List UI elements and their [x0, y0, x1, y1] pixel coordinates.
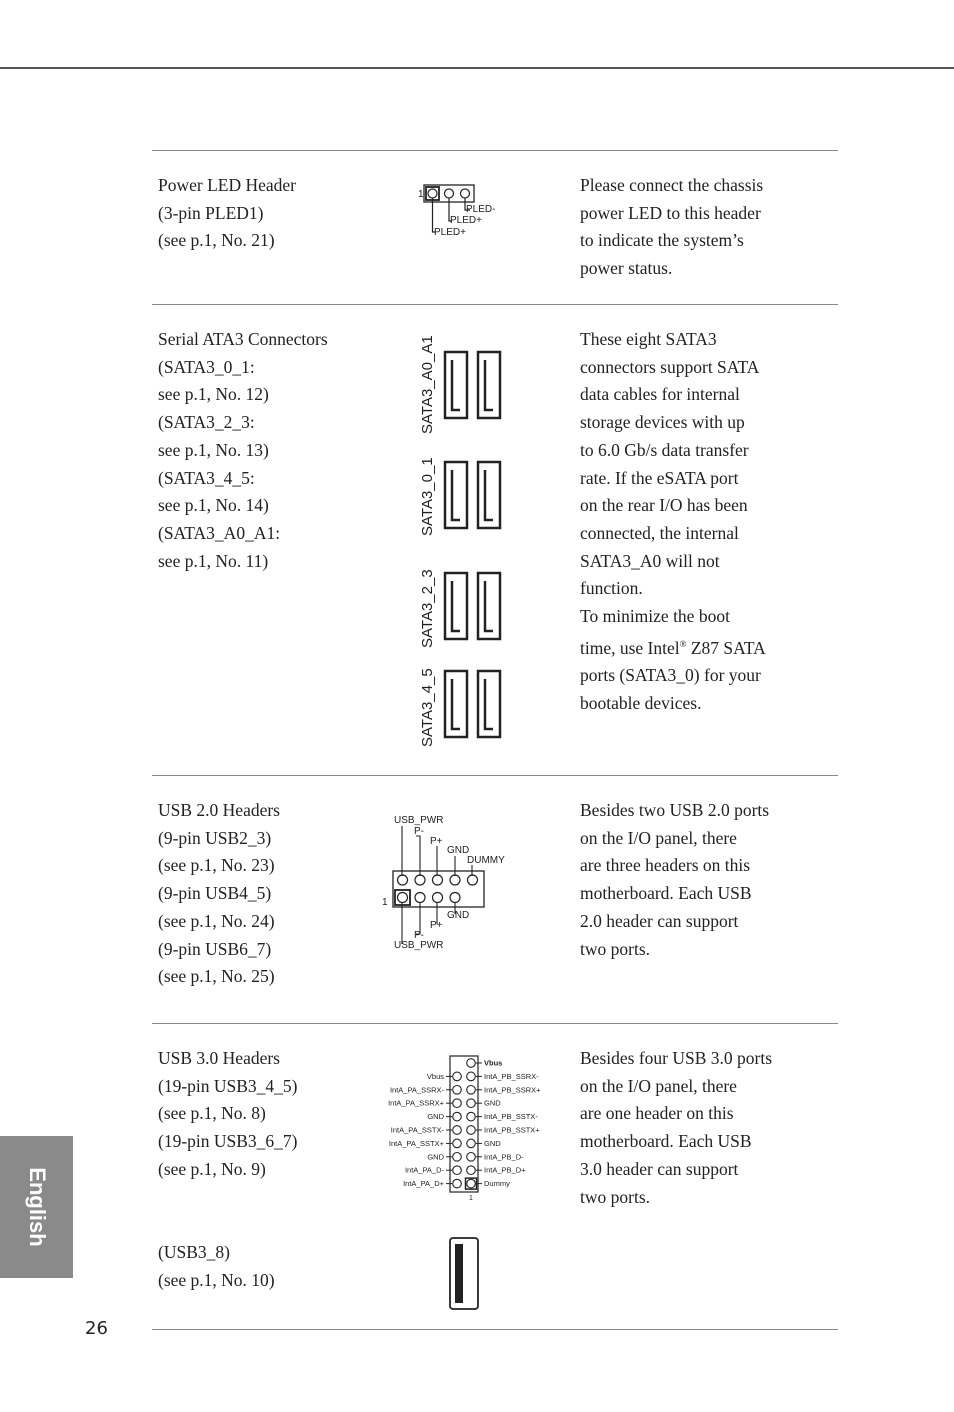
usb3-title: USB 3.0 Headers [158, 1048, 280, 1068]
sata-description [158, 326, 373, 575]
pin-label: IntA_PA_SSRX+ [388, 1098, 444, 1108]
text-line: (see p.1, No. 25) [158, 966, 275, 987]
text-line: To minimize the boot [580, 606, 730, 627]
text-line: on the rear I/O has been [580, 495, 748, 516]
pin [467, 1112, 476, 1121]
pin [467, 1153, 476, 1162]
text-line: storage devices with up [580, 412, 745, 433]
pin-label: IntA_PA_SSTX+ [388, 1138, 444, 1148]
pin-label: IntA_PB_D- [484, 1152, 524, 1162]
usb3-header-diagram [378, 1052, 558, 1204]
pin-label: IntA_PA_SSTX- [390, 1125, 444, 1135]
pled-header-diagram [410, 180, 520, 242]
registered-mark: ® [679, 638, 687, 649]
text-line: (see p.1, No. 8) [158, 1103, 266, 1124]
text-line: two ports. [580, 1186, 650, 1207]
p-plus-label: P+ [430, 920, 443, 931]
text-line: to 6.0 Gb/s data transfer [580, 439, 749, 460]
page-number: 26 [85, 1318, 108, 1339]
sata-0-1-label: SATA3_0_1 [419, 457, 436, 536]
pin-label: GND [427, 1152, 444, 1162]
text-line: on the I/O panel, there [580, 1075, 737, 1096]
p-minus-label: P- [414, 930, 424, 941]
section-divider [152, 1023, 838, 1024]
usb3-explanation [580, 1045, 810, 1211]
pin [453, 1112, 462, 1121]
pled-minus-label: PLED- [466, 204, 496, 215]
gnd-label: GND [447, 910, 470, 921]
usb3-description [158, 1045, 373, 1184]
pin-label: Dummy [484, 1179, 510, 1189]
pin [453, 1153, 462, 1162]
pled-pin-info: (3-pin PLED1) [158, 202, 264, 223]
text-line: Please connect the chassis [580, 175, 764, 195]
pin [467, 1166, 476, 1175]
sata-port-pair [445, 462, 500, 528]
text-line: (see p.1, No. 10) [158, 1269, 275, 1290]
text-line: data cables for internal [580, 384, 740, 405]
text-line: Besides four USB 3.0 ports [580, 1048, 773, 1068]
section-divider [152, 304, 838, 305]
footer-rule [152, 1329, 838, 1330]
pin-label: IntA_PB_SSRX+ [484, 1085, 541, 1095]
top-rule [0, 67, 954, 69]
text-line: motherboard. Each USB [580, 883, 752, 904]
text-line: ports (SATA3_0) for your [580, 665, 761, 686]
text-line: 2.0 header can support [580, 910, 739, 931]
pin-label: IntA_PB_SSRX- [484, 1071, 539, 1081]
text-line: 3.0 header can support [580, 1158, 739, 1179]
usb3-8-title: (USB3_8) [158, 1242, 230, 1262]
text-line: motherboard. Each USB [580, 1131, 752, 1152]
text-line: (see p.1, No. 24) [158, 910, 275, 931]
text-line: (9-pin USB6_7) [158, 938, 272, 959]
text-fragment: Z87 SATA [686, 637, 766, 658]
text-line: SATA3_A0 will not [580, 550, 720, 571]
pin-label: IntA_PA_SSRX- [389, 1085, 444, 1095]
sata-4-5-label: SATA3_4_5 [419, 668, 436, 747]
pin-label: Vbus [426, 1071, 444, 1081]
text-line: power status. [580, 258, 673, 279]
usb2-header-diagram [380, 810, 520, 955]
sata-explanation [580, 326, 810, 718]
pin [467, 1099, 476, 1108]
sata-a0-a1-label: SATA3_A0_A1 [419, 335, 436, 434]
side-tab-label: English [24, 1167, 50, 1247]
text-line: (see p.1, No. 9) [158, 1158, 266, 1179]
text-line: are one header on this [580, 1103, 734, 1124]
pin-one-marker: 1 [382, 897, 388, 908]
text-line: (SATA3_4_5: [158, 467, 255, 488]
pin [453, 1086, 462, 1095]
pin [453, 1139, 462, 1148]
text-line: see p.1, No. 13) [158, 439, 269, 460]
section-divider [152, 775, 838, 776]
text-line: connected, the internal [580, 522, 739, 543]
pin [467, 1179, 476, 1188]
pled-plus-label: PLED+ [434, 227, 466, 238]
pin [467, 1126, 476, 1135]
pin [453, 1166, 462, 1175]
sata-port-pair [445, 573, 500, 639]
pin [453, 1179, 462, 1188]
pled-description [158, 172, 373, 255]
sata-connectors-diagram [410, 330, 520, 755]
text-line: power LED to this header [580, 202, 761, 223]
pin [453, 1099, 462, 1108]
text-line: are three headers on this [580, 855, 751, 876]
text-line: see p.1, No. 11) [158, 550, 269, 571]
text-line: (see p.1, No. 23) [158, 855, 275, 876]
text-line: connectors support SATA [580, 356, 760, 377]
text-line: These eight SATA3 [580, 329, 717, 349]
usb-pwr-label: USB_PWR [394, 940, 444, 951]
sata-title: Serial ATA3 Connectors [158, 329, 328, 349]
text-line: see p.1, No. 12) [158, 384, 269, 405]
pled-page-ref: (see p.1, No. 21) [158, 230, 275, 251]
pin [467, 1072, 476, 1081]
pin-label: Vbus [484, 1058, 503, 1068]
pin [467, 1086, 476, 1095]
usb2-description [158, 797, 373, 991]
pled-explanation [580, 172, 810, 283]
text-line: (9-pin USB4_5) [158, 883, 272, 904]
text-line: to indicate the system’s [580, 230, 744, 251]
usb-pwr-label: USB_PWR [394, 815, 444, 826]
text-line: on the I/O panel, there [580, 827, 737, 848]
dummy-label: DUMMY [467, 855, 505, 866]
text-line: see p.1, No. 14) [158, 495, 269, 516]
language-side-tab [0, 1136, 73, 1278]
pin-label: IntA_PA_D- [404, 1165, 444, 1175]
text-line: (19-pin USB3_4_5) [158, 1075, 298, 1096]
pin-one-marker: 1 [418, 189, 424, 200]
text-line: (SATA3_A0_A1: [158, 522, 281, 543]
text-line: Besides two USB 2.0 ports [580, 800, 770, 820]
text-fragment: time, use Intel [580, 637, 680, 658]
pin-label: IntA_PB_D+ [484, 1165, 526, 1175]
usb2-title: USB 2.0 Headers [158, 800, 280, 820]
usb3-8-description [158, 1239, 373, 1294]
pin-label: IntA_PB_SSTX- [484, 1112, 538, 1122]
pin [467, 1139, 476, 1148]
text-line: (SATA3_0_1: [158, 356, 255, 377]
sata-2-3-label: SATA3_2_3 [419, 569, 436, 648]
usb2-explanation [580, 797, 810, 963]
pled-plus-label: PLED+ [450, 215, 482, 226]
text-line: (19-pin USB3_6_7) [158, 1131, 298, 1152]
pin [467, 1059, 476, 1068]
pin-label: IntA_PB_SSTX+ [484, 1125, 540, 1135]
usb3-8-port-diagram [448, 1236, 484, 1312]
sata-port-pair [445, 671, 500, 737]
pin [453, 1126, 462, 1135]
text-line: function. [580, 578, 643, 599]
text-line: rate. If the eSATA port [580, 467, 739, 488]
pin-label: GND [427, 1112, 444, 1122]
text-line: (SATA3_2_3: [158, 412, 255, 433]
p-plus-label: P+ [430, 836, 443, 847]
text-line: (9-pin USB2_3) [158, 827, 272, 848]
intel-line [580, 631, 810, 663]
pin-label: IntA_PA_D+ [403, 1179, 444, 1189]
pled-title: Power LED Header [158, 175, 297, 195]
gnd-label: GND [447, 845, 470, 856]
p-minus-label: P- [414, 826, 424, 837]
section-divider [152, 150, 838, 151]
pin-label: GND [484, 1098, 501, 1108]
text-line: two ports. [580, 938, 650, 959]
pin-label: GND [484, 1138, 501, 1148]
pin [453, 1072, 462, 1081]
sata-port-pair [445, 352, 500, 418]
text-line: bootable devices. [580, 692, 702, 713]
pin-one-marker: 1 [469, 1195, 473, 1202]
